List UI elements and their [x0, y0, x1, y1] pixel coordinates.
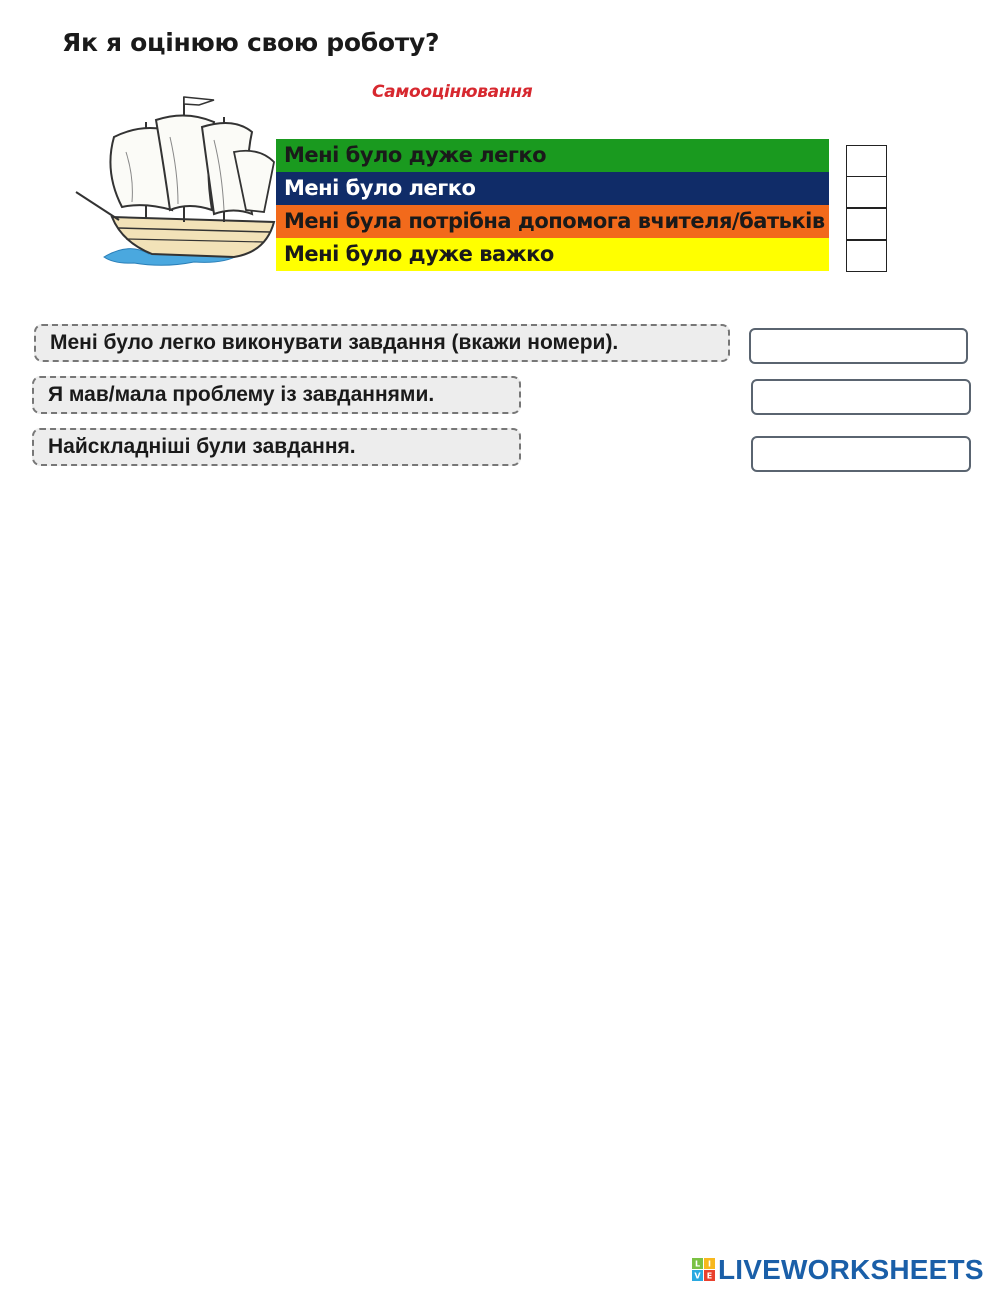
- level-very-easy: Мені було дуже легко: [276, 139, 829, 172]
- question-hardest-tasks-label: Найскладніші були завдання.: [32, 428, 521, 466]
- checkbox-very-hard[interactable]: [846, 240, 887, 272]
- level-easy: Мені було легко: [276, 172, 829, 205]
- question-problem-tasks-label: Я мав/мала проблему із завданнями.: [32, 376, 521, 414]
- liveworksheets-logo-icon: [692, 1258, 716, 1282]
- liveworksheets-wordmark: LIVEWORKSHEETS: [718, 1254, 984, 1285]
- question-easy-tasks-label: Мені було легко виконувати завдання (вкажи номери).: [34, 324, 730, 362]
- level-very-hard: Мені було дуже важко: [276, 238, 829, 271]
- answer-problem-tasks-input[interactable]: [751, 379, 971, 415]
- checkbox-easy[interactable]: [846, 176, 887, 208]
- answer-hardest-tasks-input[interactable]: [751, 436, 971, 472]
- logo-letter: I: [708, 1259, 711, 1269]
- level-needed-help: Мені була потрібна допомога вчителя/батьків: [276, 205, 829, 238]
- ship-illustration: [74, 92, 284, 272]
- self-assessment-heading: Самооцінювання: [372, 82, 533, 102]
- checkbox-very-easy[interactable]: [846, 145, 887, 177]
- logo-letter: V: [694, 1271, 701, 1281]
- page-title: Як я оцінюю свою роботу?: [62, 28, 440, 57]
- logo-letter: E: [706, 1271, 713, 1281]
- liveworksheets-brand: [692, 1253, 984, 1287]
- checkbox-needed-help[interactable]: [846, 208, 887, 240]
- logo-letter: L: [694, 1259, 701, 1269]
- answer-easy-tasks-input[interactable]: [749, 328, 968, 364]
